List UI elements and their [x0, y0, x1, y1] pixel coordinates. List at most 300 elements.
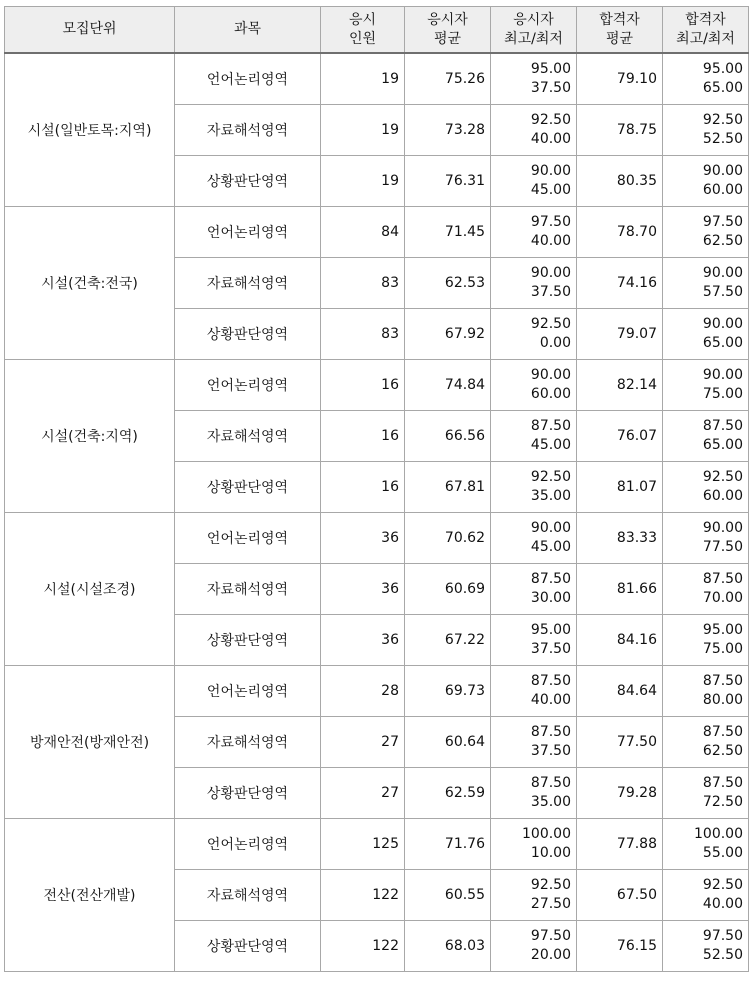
- applicants-cell-value: 16: [381, 478, 399, 495]
- applicants-cell-value: 19: [381, 172, 399, 189]
- subject-cell: [175, 767, 321, 818]
- passer-avg-cell: [577, 665, 663, 716]
- passer-max-min-cell-max: 87.50: [702, 417, 743, 434]
- passer-max-min-cell-min: 65.00: [702, 334, 743, 351]
- header-applicant-max-min-line2: 최고/최저: [504, 30, 563, 47]
- applicant-max-min-cell-stack: [496, 519, 571, 557]
- passer-max-min-cell: [663, 206, 749, 257]
- unit-cell: [5, 818, 175, 971]
- applicants-cell: [321, 53, 405, 104]
- applicant-max-min-cell-max: 87.50: [530, 672, 571, 689]
- header-subject: [175, 7, 321, 54]
- passer-avg-cell: [577, 614, 663, 665]
- applicant-max-min-cell-min: 20.00: [530, 946, 571, 963]
- passer-max-min-cell-stack: [668, 621, 743, 659]
- applicant-max-min-cell: [491, 410, 577, 461]
- header-applicant-avg-line1: 응시자: [427, 11, 468, 28]
- passer-max-min-cell-min: 62.50: [702, 742, 743, 759]
- applicant-max-min-cell-min: 37.50: [530, 283, 571, 300]
- subject-cell: [175, 869, 321, 920]
- passer-max-min-cell-min: 60.00: [702, 181, 743, 198]
- passer-max-min-cell-max: 87.50: [702, 774, 743, 791]
- applicant-max-min-cell-stack: [496, 366, 571, 404]
- applicant-avg-cell: [405, 614, 491, 665]
- applicants-cell: [321, 665, 405, 716]
- applicant-max-min-cell: [491, 920, 577, 971]
- applicant-avg-cell: [405, 920, 491, 971]
- passer-avg-cell-value: 77.88: [616, 835, 657, 852]
- passer-avg-cell: [577, 53, 663, 104]
- passer-max-min-cell-max: 87.50: [702, 672, 743, 689]
- passer-max-min-cell-stack: [668, 825, 743, 863]
- applicant-max-min-cell-max: 95.00: [530, 621, 571, 638]
- applicants-cell-value: 28: [381, 682, 399, 699]
- passer-max-min-cell: [663, 665, 749, 716]
- passer-max-min-cell-min: 65.00: [702, 436, 743, 453]
- applicant-avg-cell-value: 71.45: [444, 223, 485, 240]
- passer-max-min-cell-max: 100.00: [694, 825, 743, 842]
- passer-max-min-cell-max: 87.50: [702, 570, 743, 587]
- applicant-max-min-cell-stack: [496, 315, 571, 353]
- passer-avg-cell-value: 78.70: [616, 223, 657, 240]
- applicant-max-min-cell-max: 90.00: [530, 519, 571, 536]
- applicant-max-min-cell-min: 37.50: [530, 742, 571, 759]
- passer-max-min-cell-max: 90.00: [702, 264, 743, 281]
- passer-max-min-cell: [663, 716, 749, 767]
- passer-max-min-cell-stack: [668, 570, 743, 608]
- applicant-avg-cell-value: 75.26: [444, 70, 485, 87]
- applicants-cell-value: 125: [372, 835, 399, 852]
- passer-max-min-cell-min: 40.00: [702, 895, 743, 912]
- applicant-avg-cell-value: 67.92: [444, 325, 485, 342]
- applicant-avg-cell: [405, 104, 491, 155]
- subject-cell: [175, 665, 321, 716]
- table-body: [5, 53, 749, 971]
- subject-cell: [175, 461, 321, 512]
- subject-cell: [175, 716, 321, 767]
- header-applicants: [321, 7, 405, 54]
- applicant-max-min-cell-max: 92.50: [530, 111, 571, 128]
- passer-max-min-cell-stack: [668, 315, 743, 353]
- applicants-cell-value: 36: [381, 529, 399, 546]
- applicant-max-min-cell-max: 87.50: [530, 774, 571, 791]
- applicants-cell-value: 122: [372, 937, 399, 954]
- passer-max-min-cell-stack: [668, 519, 743, 557]
- passer-max-min-cell-min: 72.50: [702, 793, 743, 810]
- header-applicant-max-min-line1: 응시자: [513, 11, 554, 28]
- applicant-max-min-cell-min: 35.00: [530, 793, 571, 810]
- passer-max-min-cell-min: 60.00: [702, 487, 743, 504]
- applicants-cell-value: 27: [381, 784, 399, 801]
- passer-avg-cell-value: 77.50: [616, 733, 657, 750]
- subject-label: 언어논리영역: [206, 683, 289, 700]
- applicant-max-min-cell: [491, 818, 577, 869]
- applicant-max-min-cell: [491, 308, 577, 359]
- passer-avg-cell-value: 79.10: [616, 70, 657, 87]
- applicant-max-min-cell-stack: [496, 723, 571, 761]
- applicant-max-min-cell-max: 90.00: [530, 264, 571, 281]
- applicant-max-min-cell: [491, 869, 577, 920]
- applicant-avg-cell-value: 62.53: [444, 274, 485, 291]
- passer-max-min-cell: [663, 410, 749, 461]
- applicant-max-min-cell-min: 0.00: [539, 334, 571, 351]
- applicant-max-min-cell-max: 97.50: [530, 213, 571, 230]
- applicant-avg-cell: [405, 512, 491, 563]
- applicant-avg-cell: [405, 818, 491, 869]
- passer-max-min-cell-stack: [668, 60, 743, 98]
- applicant-avg-cell-value: 60.55: [444, 886, 485, 903]
- passer-max-min-cell-stack: [668, 774, 743, 812]
- applicants-cell-value: 83: [381, 274, 399, 291]
- applicant-max-min-cell-max: 92.50: [530, 315, 571, 332]
- applicants-cell: [321, 410, 405, 461]
- passer-max-min-cell-max: 90.00: [702, 315, 743, 332]
- applicants-cell: [321, 308, 405, 359]
- passer-max-min-cell-min: 65.00: [702, 79, 743, 96]
- passer-max-min-cell: [663, 563, 749, 614]
- passer-max-min-cell-max: 95.00: [702, 60, 743, 77]
- subject-label: 자료해석영역: [206, 581, 289, 598]
- subject-label: 상황판단영역: [206, 326, 289, 343]
- applicant-max-min-cell-min: 37.50: [530, 640, 571, 657]
- applicants-cell-value: 27: [381, 733, 399, 750]
- passer-max-min-cell-max: 90.00: [702, 519, 743, 536]
- applicant-avg-cell-value: 67.81: [444, 478, 485, 495]
- applicant-avg-cell: [405, 410, 491, 461]
- passer-max-min-cell: [663, 818, 749, 869]
- passer-max-min-cell-min: 75.00: [702, 640, 743, 657]
- unit-label: 시설(건축:지역): [41, 428, 138, 445]
- applicant-max-min-cell-min: 30.00: [530, 589, 571, 606]
- passer-avg-cell-value: 84.16: [616, 631, 657, 648]
- passer-avg-cell-value: 76.15: [616, 937, 657, 954]
- table-row: [5, 665, 749, 716]
- subject-label: 상황판단영역: [206, 938, 289, 955]
- applicant-max-min-cell: [491, 716, 577, 767]
- passer-avg-cell-value: 81.07: [616, 478, 657, 495]
- applicant-avg-cell: [405, 53, 491, 104]
- passer-max-min-cell-stack: [668, 366, 743, 404]
- header-passer-max-min: [663, 7, 749, 54]
- passer-max-min-cell-stack: [668, 672, 743, 710]
- applicant-max-min-cell-stack: [496, 213, 571, 251]
- applicants-cell: [321, 359, 405, 410]
- applicants-cell: [321, 716, 405, 767]
- passer-avg-cell: [577, 512, 663, 563]
- applicant-max-min-cell-min: 45.00: [530, 538, 571, 555]
- applicant-avg-cell-value: 74.84: [444, 376, 485, 393]
- passer-max-min-cell-min: 52.50: [702, 130, 743, 147]
- subject-label: 언어논리영역: [206, 224, 289, 241]
- passer-avg-cell: [577, 869, 663, 920]
- passer-max-min-cell: [663, 308, 749, 359]
- applicants-cell: [321, 818, 405, 869]
- header-applicant-avg-line2: 평균: [433, 30, 462, 47]
- passer-avg-cell-value: 79.28: [616, 784, 657, 801]
- header-passer-avg: [577, 7, 663, 54]
- applicant-avg-cell: [405, 206, 491, 257]
- applicants-cell: [321, 869, 405, 920]
- subject-cell: [175, 53, 321, 104]
- subject-cell: [175, 614, 321, 665]
- applicant-max-min-cell-stack: [496, 417, 571, 455]
- passer-max-min-cell-min: 70.00: [702, 589, 743, 606]
- unit-label: 시설(시설조경): [43, 581, 136, 598]
- applicants-cell-value: 122: [372, 886, 399, 903]
- passer-max-min-cell-max: 95.00: [702, 621, 743, 638]
- applicant-avg-cell-value: 69.73: [444, 682, 485, 699]
- applicant-max-min-cell-max: 87.50: [530, 723, 571, 740]
- unit-cell: [5, 206, 175, 359]
- passer-max-min-cell-max: 87.50: [702, 723, 743, 740]
- passer-max-min-cell-max: 92.50: [702, 876, 743, 893]
- applicants-cell-value: 19: [381, 70, 399, 87]
- passer-max-min-cell-stack: [668, 417, 743, 455]
- applicant-max-min-cell-min: 27.50: [530, 895, 571, 912]
- passer-avg-cell: [577, 410, 663, 461]
- applicant-max-min-cell: [491, 206, 577, 257]
- applicant-max-min-cell: [491, 563, 577, 614]
- passer-avg-cell: [577, 104, 663, 155]
- passer-max-min-cell: [663, 614, 749, 665]
- passer-max-min-cell: [663, 767, 749, 818]
- applicant-max-min-cell-stack: [496, 162, 571, 200]
- unit-cell: [5, 53, 175, 206]
- applicants-cell-value: 83: [381, 325, 399, 342]
- passer-max-min-cell-min: 55.00: [702, 844, 743, 861]
- applicant-max-min-cell-max: 92.50: [530, 468, 571, 485]
- passer-max-min-cell-stack: [668, 111, 743, 149]
- passer-max-min-cell-min: 62.50: [702, 232, 743, 249]
- applicant-max-min-cell: [491, 104, 577, 155]
- table-row: [5, 818, 749, 869]
- unit-label: 전산(전산개발): [43, 887, 136, 904]
- applicant-max-min-cell-max: 92.50: [530, 876, 571, 893]
- applicants-cell-value: 16: [381, 376, 399, 393]
- applicants-cell: [321, 920, 405, 971]
- applicant-avg-cell: [405, 869, 491, 920]
- applicant-max-min-cell: [491, 614, 577, 665]
- passer-avg-cell-value: 83.33: [616, 529, 657, 546]
- passer-avg-cell-value: 78.75: [616, 121, 657, 138]
- passer-avg-cell: [577, 206, 663, 257]
- table-row: [5, 206, 749, 257]
- passer-max-min-cell: [663, 920, 749, 971]
- unit-cell: [5, 512, 175, 665]
- subject-label: 언어논리영역: [206, 836, 289, 853]
- applicant-avg-cell: [405, 359, 491, 410]
- passer-max-min-cell-max: 90.00: [702, 162, 743, 179]
- applicants-cell: [321, 206, 405, 257]
- applicant-avg-cell: [405, 461, 491, 512]
- applicant-avg-cell-value: 60.64: [444, 733, 485, 750]
- passer-max-min-cell-max: 92.50: [702, 468, 743, 485]
- applicant-avg-cell: [405, 767, 491, 818]
- passer-avg-cell: [577, 359, 663, 410]
- passer-avg-cell-value: 74.16: [616, 274, 657, 291]
- passer-max-min-cell: [663, 155, 749, 206]
- passer-max-min-cell: [663, 104, 749, 155]
- table-row: [5, 512, 749, 563]
- unit-label: 시설(일반토목:지역): [27, 122, 152, 139]
- subject-cell: [175, 410, 321, 461]
- passer-avg-cell: [577, 308, 663, 359]
- passer-max-min-cell: [663, 53, 749, 104]
- passer-max-min-cell-stack: [668, 213, 743, 251]
- applicant-max-min-cell-stack: [496, 468, 571, 506]
- applicants-cell-value: 36: [381, 580, 399, 597]
- passer-max-min-cell: [663, 461, 749, 512]
- applicant-max-min-cell-stack: [496, 621, 571, 659]
- applicants-cell-value: 36: [381, 631, 399, 648]
- subject-cell: [175, 257, 321, 308]
- applicant-max-min-cell-stack: [496, 876, 571, 914]
- header-passer-avg-line2: 평균: [605, 30, 634, 47]
- subject-cell: [175, 920, 321, 971]
- header-applicant-max-min: [491, 7, 577, 54]
- applicants-cell: [321, 614, 405, 665]
- passer-avg-cell: [577, 716, 663, 767]
- applicant-max-min-cell-max: 100.00: [522, 825, 571, 842]
- subject-label: 자료해석영역: [206, 734, 289, 751]
- applicant-max-min-cell-min: 60.00: [530, 385, 571, 402]
- subject-label: 자료해석영역: [206, 887, 289, 904]
- passer-max-min-cell-stack: [668, 264, 743, 302]
- subject-cell: [175, 104, 321, 155]
- applicant-avg-cell-value: 76.31: [444, 172, 485, 189]
- applicants-cell-value: 19: [381, 121, 399, 138]
- applicant-max-min-cell-min: 35.00: [530, 487, 571, 504]
- applicant-max-min-cell: [491, 767, 577, 818]
- header-applicants-line2: 인원: [348, 30, 377, 47]
- applicants-cell: [321, 767, 405, 818]
- applicant-max-min-cell-min: 40.00: [530, 691, 571, 708]
- passer-max-min-cell-min: 52.50: [702, 946, 743, 963]
- applicant-avg-cell: [405, 257, 491, 308]
- applicant-avg-cell: [405, 665, 491, 716]
- header-passer-max-min-line2: 최고/최저: [676, 30, 735, 47]
- passer-max-min-cell-stack: [668, 723, 743, 761]
- subject-cell: [175, 359, 321, 410]
- subject-label: 자료해석영역: [206, 122, 289, 139]
- passer-max-min-cell-max: 97.50: [702, 213, 743, 230]
- applicants-cell: [321, 155, 405, 206]
- applicant-avg-cell: [405, 563, 491, 614]
- header-unit-label: 모집단위: [62, 21, 117, 37]
- table-row: [5, 359, 749, 410]
- passer-max-min-cell-stack: [668, 468, 743, 506]
- passer-avg-cell: [577, 818, 663, 869]
- applicant-max-min-cell-min: 40.00: [530, 232, 571, 249]
- passer-avg-cell-value: 80.35: [616, 172, 657, 189]
- passer-max-min-cell-stack: [668, 876, 743, 914]
- passer-max-min-cell-min: 57.50: [702, 283, 743, 300]
- applicant-max-min-cell-min: 40.00: [530, 130, 571, 147]
- applicants-cell: [321, 461, 405, 512]
- header-passer-max-min-line1: 합격자: [685, 11, 726, 28]
- applicant-max-min-cell-stack: [496, 774, 571, 812]
- passer-max-min-cell-max: 97.50: [702, 927, 743, 944]
- applicant-avg-cell-value: 67.22: [444, 631, 485, 648]
- unit-label: 방재안전(방재안전): [29, 734, 150, 751]
- applicant-max-min-cell-min: 45.00: [530, 181, 571, 198]
- passer-avg-cell: [577, 461, 663, 512]
- passer-max-min-cell-stack: [668, 927, 743, 965]
- applicant-avg-cell: [405, 716, 491, 767]
- score-table: [4, 6, 749, 972]
- applicants-cell: [321, 104, 405, 155]
- subject-cell: [175, 308, 321, 359]
- passer-avg-cell-value: 67.50: [616, 886, 657, 903]
- passer-max-min-cell-min: 80.00: [702, 691, 743, 708]
- passer-avg-cell-value: 76.07: [616, 427, 657, 444]
- passer-max-min-cell: [663, 512, 749, 563]
- passer-max-min-cell: [663, 257, 749, 308]
- subject-cell: [175, 818, 321, 869]
- passer-avg-cell: [577, 767, 663, 818]
- applicant-max-min-cell-min: 10.00: [530, 844, 571, 861]
- passer-max-min-cell-max: 92.50: [702, 111, 743, 128]
- passer-avg-cell-value: 81.66: [616, 580, 657, 597]
- passer-avg-cell-value: 79.07: [616, 325, 657, 342]
- applicants-cell: [321, 257, 405, 308]
- applicant-avg-cell-value: 71.76: [444, 835, 485, 852]
- applicant-max-min-cell: [491, 512, 577, 563]
- applicant-max-min-cell-max: 95.00: [530, 60, 571, 77]
- applicant-max-min-cell: [491, 359, 577, 410]
- applicants-cell-value: 16: [381, 427, 399, 444]
- subject-label: 상황판단영역: [206, 632, 289, 649]
- applicant-max-min-cell: [491, 53, 577, 104]
- subject-cell: [175, 155, 321, 206]
- unit-label: 시설(건축:전국): [41, 275, 138, 292]
- passer-avg-cell: [577, 920, 663, 971]
- passer-avg-cell-value: 84.64: [616, 682, 657, 699]
- applicant-avg-cell-value: 73.28: [444, 121, 485, 138]
- subject-cell: [175, 563, 321, 614]
- applicant-avg-cell-value: 60.69: [444, 580, 485, 597]
- header-passer-avg-line1: 합격자: [599, 11, 640, 28]
- subject-label: 자료해석영역: [206, 428, 289, 445]
- applicant-avg-cell-value: 68.03: [444, 937, 485, 954]
- applicant-max-min-cell: [491, 665, 577, 716]
- applicant-max-min-cell-stack: [496, 111, 571, 149]
- applicant-max-min-cell: [491, 155, 577, 206]
- header-subject-label: 과목: [233, 21, 262, 37]
- subject-cell: [175, 512, 321, 563]
- header-applicant-avg: [405, 7, 491, 54]
- passer-max-min-cell-min: 75.00: [702, 385, 743, 402]
- applicant-max-min-cell-max: 90.00: [530, 366, 571, 383]
- applicant-max-min-cell-max: 90.00: [530, 162, 571, 179]
- subject-label: 상황판단영역: [206, 785, 289, 802]
- applicant-avg-cell: [405, 308, 491, 359]
- passer-max-min-cell-stack: [668, 162, 743, 200]
- applicant-max-min-cell-min: 45.00: [530, 436, 571, 453]
- passer-max-min-cell-min: 77.50: [702, 538, 743, 555]
- applicant-avg-cell-value: 66.56: [444, 427, 485, 444]
- passer-avg-cell: [577, 563, 663, 614]
- passer-avg-cell: [577, 155, 663, 206]
- header-row: [5, 7, 749, 54]
- applicant-avg-cell-value: 70.62: [444, 529, 485, 546]
- header-unit: [5, 7, 175, 54]
- applicant-max-min-cell-stack: [496, 927, 571, 965]
- applicant-max-min-cell-stack: [496, 825, 571, 863]
- applicants-cell: [321, 563, 405, 614]
- applicant-max-min-cell: [491, 461, 577, 512]
- table-row: [5, 53, 749, 104]
